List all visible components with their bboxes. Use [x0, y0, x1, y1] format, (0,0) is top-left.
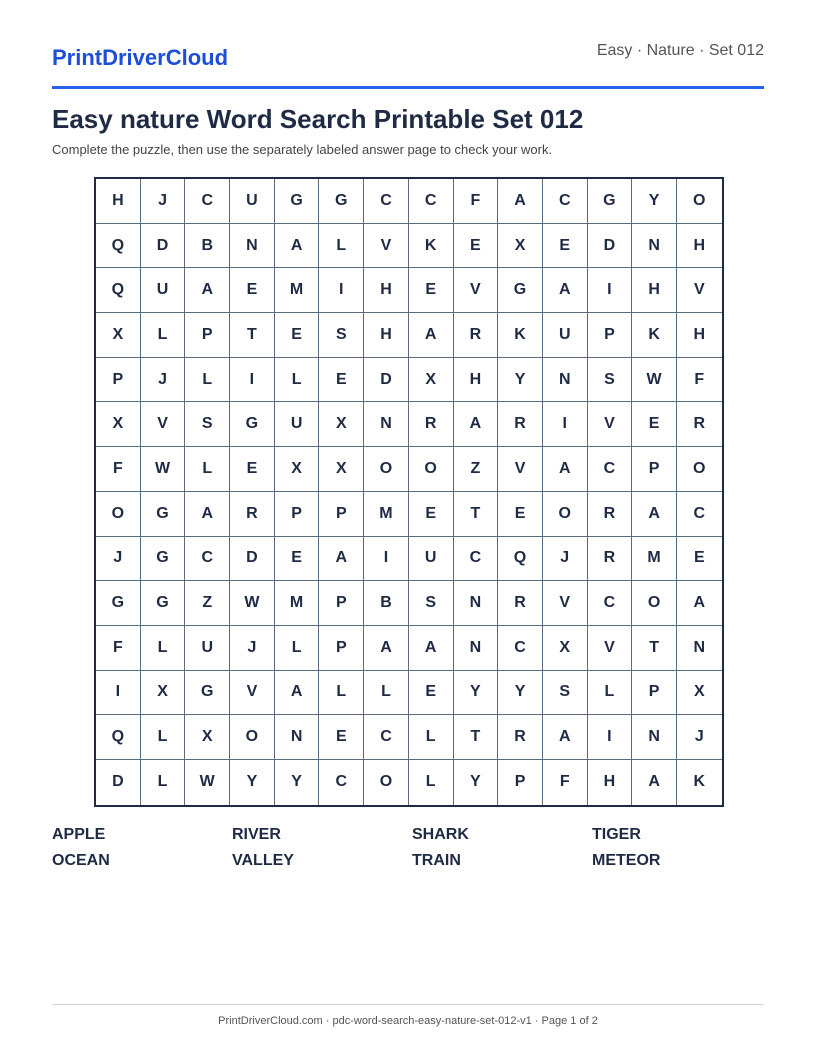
grid-cell: L: [275, 358, 320, 403]
grid-cell: A: [632, 760, 677, 805]
grid-cell: W: [185, 760, 230, 805]
grid-cell: U: [409, 537, 454, 582]
grid-cell: W: [230, 581, 275, 626]
grid-cell: N: [543, 358, 588, 403]
grid-cell: I: [96, 671, 141, 716]
grid-cell: G: [141, 537, 186, 582]
grid-cell: E: [319, 358, 364, 403]
grid-cell: X: [96, 313, 141, 358]
grid-cell: F: [96, 626, 141, 671]
grid-cell: D: [364, 358, 409, 403]
grid-cell: F: [96, 447, 141, 492]
grid-cell: A: [543, 447, 588, 492]
page-subtitle: Complete the puzzle, then use the separately labeled answer page to check your work.: [52, 142, 553, 157]
grid-cell: A: [185, 268, 230, 313]
grid-cell: V: [543, 581, 588, 626]
grid-cell: U: [543, 313, 588, 358]
grid-cell: S: [409, 581, 454, 626]
grid-cell: R: [498, 581, 543, 626]
grid-cell: R: [230, 492, 275, 537]
grid-cell: R: [498, 715, 543, 760]
grid-cell: Y: [632, 179, 677, 224]
grid-cell: N: [632, 224, 677, 269]
grid-cell: E: [677, 537, 722, 582]
grid-cell: M: [275, 268, 320, 313]
grid-cell: H: [96, 179, 141, 224]
grid-cell: L: [141, 760, 186, 805]
grid-cell: T: [454, 715, 499, 760]
grid-cell: H: [364, 268, 409, 313]
grid-cell: X: [319, 447, 364, 492]
grid-cell: F: [454, 179, 499, 224]
grid-cell: G: [275, 179, 320, 224]
page-footer: PrintDriverCloud.com · pdc-word-search-easy-nature-set-012-v1 · Page 1 of 2: [218, 1015, 598, 1027]
grid-cell: H: [454, 358, 499, 403]
grid-cell: K: [409, 224, 454, 269]
grid-cell: H: [364, 313, 409, 358]
word-list-item: VALLEY: [232, 852, 294, 869]
grid-cell: X: [141, 671, 186, 716]
grid-cell: X: [677, 671, 722, 716]
grid-cell: D: [588, 224, 633, 269]
grid-cell: A: [543, 715, 588, 760]
grid-cell: E: [409, 492, 454, 537]
grid-cell: E: [409, 268, 454, 313]
grid-cell: G: [141, 492, 186, 537]
grid-cell: P: [498, 760, 543, 805]
grid-cell: Y: [230, 760, 275, 805]
grid-cell: Q: [96, 715, 141, 760]
grid-cell: R: [409, 402, 454, 447]
grid-cell: X: [185, 715, 230, 760]
grid-cell: P: [319, 581, 364, 626]
grid-cell: K: [632, 313, 677, 358]
grid-cell: X: [498, 224, 543, 269]
grid-cell: V: [454, 268, 499, 313]
grid-cell: G: [141, 581, 186, 626]
grid-cell: N: [364, 402, 409, 447]
grid-cell: R: [454, 313, 499, 358]
grid-cell: O: [230, 715, 275, 760]
grid-cell: W: [632, 358, 677, 403]
grid-cell: J: [141, 179, 186, 224]
grid-cell: E: [454, 224, 499, 269]
grid-cell: H: [632, 268, 677, 313]
grid-cell: S: [588, 358, 633, 403]
grid-cell: J: [230, 626, 275, 671]
grid-cell: O: [364, 760, 409, 805]
word-list-item: OCEAN: [52, 852, 110, 869]
grid-cell: P: [319, 492, 364, 537]
grid-cell: C: [543, 179, 588, 224]
grid-cell: L: [319, 224, 364, 269]
grid-cell: B: [185, 224, 230, 269]
grid-cell: S: [543, 671, 588, 716]
word-list-item: METEOR: [592, 852, 661, 869]
grid-cell: A: [275, 224, 320, 269]
grid-cell: E: [632, 402, 677, 447]
grid-cell: C: [498, 626, 543, 671]
grid-cell: M: [275, 581, 320, 626]
grid-cell: V: [141, 402, 186, 447]
grid-cell: C: [185, 179, 230, 224]
grid-cell: I: [364, 537, 409, 582]
grid-cell: E: [275, 537, 320, 582]
grid-cell: R: [677, 402, 722, 447]
grid-cell: L: [364, 671, 409, 716]
grid-cell: P: [632, 671, 677, 716]
grid-cell: C: [319, 760, 364, 805]
grid-cell: X: [275, 447, 320, 492]
grid-cell: D: [141, 224, 186, 269]
grid-cell: C: [185, 537, 230, 582]
grid-cell: A: [677, 581, 722, 626]
grid-cell: G: [319, 179, 364, 224]
grid-cell: K: [498, 313, 543, 358]
grid-cell: G: [96, 581, 141, 626]
grid-cell: L: [409, 715, 454, 760]
word-list-item: RIVER: [232, 826, 281, 843]
grid-cell: Q: [96, 268, 141, 313]
grid-cell: L: [409, 760, 454, 805]
grid-cell: G: [230, 402, 275, 447]
grid-cell: C: [409, 179, 454, 224]
grid-cell: N: [275, 715, 320, 760]
grid-cell: V: [588, 402, 633, 447]
grid-cell: D: [96, 760, 141, 805]
grid-cell: O: [632, 581, 677, 626]
grid-cell: C: [588, 581, 633, 626]
grid-cell: G: [185, 671, 230, 716]
grid-cell: N: [454, 581, 499, 626]
grid-cell: C: [677, 492, 722, 537]
grid-cell: O: [677, 447, 722, 492]
grid-cell: O: [364, 447, 409, 492]
grid-cell: P: [275, 492, 320, 537]
grid-cell: A: [632, 492, 677, 537]
grid-cell: L: [319, 671, 364, 716]
grid-cell: V: [677, 268, 722, 313]
grid-cell: U: [185, 626, 230, 671]
grid-cell: Y: [498, 358, 543, 403]
grid-cell: U: [275, 402, 320, 447]
word-search-grid: [94, 177, 724, 807]
grid-cell: J: [543, 537, 588, 582]
grid-cell: X: [409, 358, 454, 403]
grid-cell: S: [319, 313, 364, 358]
puzzle-meta: Easy · Nature · Set 012: [596, 42, 764, 59]
grid-cell: E: [409, 671, 454, 716]
grid-cell: H: [677, 313, 722, 358]
grid-cell: Y: [454, 671, 499, 716]
grid-cell: T: [454, 492, 499, 537]
grid-cell: R: [588, 537, 633, 582]
grid-cell: Y: [454, 760, 499, 805]
grid-cell: E: [230, 268, 275, 313]
grid-cell: R: [588, 492, 633, 537]
footer-divider: [52, 1004, 764, 1005]
word-list-item: TIGER: [592, 826, 641, 843]
word-list-item: APPLE: [52, 826, 106, 843]
grid-cell: M: [364, 492, 409, 537]
grid-cell: A: [409, 313, 454, 358]
grid-cell: A: [409, 626, 454, 671]
grid-cell: O: [409, 447, 454, 492]
grid-cell: N: [230, 224, 275, 269]
brand-logo-text[interactable]: PrintDriverCloud: [52, 45, 229, 70]
grid-cell: U: [141, 268, 186, 313]
grid-cell: L: [141, 715, 186, 760]
grid-cell: O: [96, 492, 141, 537]
grid-cell: L: [185, 358, 230, 403]
grid-cell: L: [588, 671, 633, 716]
page-header: [52, 38, 764, 89]
grid-cell: W: [141, 447, 186, 492]
grid-cell: A: [364, 626, 409, 671]
grid-cell: P: [588, 313, 633, 358]
grid-cell: U: [230, 179, 275, 224]
grid-cell: B: [364, 581, 409, 626]
grid-cell: P: [319, 626, 364, 671]
grid-cell: V: [230, 671, 275, 716]
grid-cell: P: [632, 447, 677, 492]
grid-cell: N: [454, 626, 499, 671]
grid-cell: N: [632, 715, 677, 760]
grid-cell: C: [454, 537, 499, 582]
grid-cell: Z: [185, 581, 230, 626]
grid-cell: M: [632, 537, 677, 582]
page-title: Easy nature Word Search Printable Set 012: [52, 104, 584, 134]
grid-cell: L: [275, 626, 320, 671]
grid-cell: R: [498, 402, 543, 447]
grid-cell: O: [543, 492, 588, 537]
grid-cell: I: [543, 402, 588, 447]
word-list-item: TRAIN: [412, 852, 461, 869]
grid-cell: D: [230, 537, 275, 582]
word-list: [52, 826, 772, 870]
grid-cell: E: [543, 224, 588, 269]
grid-cell: Q: [498, 537, 543, 582]
grid-cell: H: [677, 224, 722, 269]
grid-cell: Q: [96, 224, 141, 269]
grid-cell: S: [185, 402, 230, 447]
grid-cell: I: [319, 268, 364, 313]
grid-cell: I: [230, 358, 275, 403]
grid-cell: T: [632, 626, 677, 671]
grid-cell: L: [141, 626, 186, 671]
grid-cell: Y: [498, 671, 543, 716]
grid-cell: I: [588, 715, 633, 760]
grid-cell: F: [677, 358, 722, 403]
grid-cell: P: [96, 358, 141, 403]
grid-cell: Z: [454, 447, 499, 492]
grid-cell: C: [364, 179, 409, 224]
grid-cell: L: [185, 447, 230, 492]
grid-cell: A: [319, 537, 364, 582]
grid-cell: E: [230, 447, 275, 492]
grid-cell: E: [319, 715, 364, 760]
grid-cell: Y: [275, 760, 320, 805]
grid-cell: X: [543, 626, 588, 671]
grid-cell: A: [185, 492, 230, 537]
grid-cell: N: [677, 626, 722, 671]
grid-cell: J: [96, 537, 141, 582]
grid-cell: A: [454, 402, 499, 447]
grid-cell: C: [588, 447, 633, 492]
grid-cell: X: [96, 402, 141, 447]
grid-cell: K: [693, 773, 706, 791]
grid-cell: I: [588, 268, 633, 313]
grid-cell: E: [275, 313, 320, 358]
grid-cell: V: [588, 626, 633, 671]
grid-cell: A: [498, 179, 543, 224]
grid-cell: G: [498, 268, 543, 313]
grid-cell: J: [677, 715, 722, 760]
grid-cell: F: [543, 760, 588, 805]
grid-cell: V: [364, 224, 409, 269]
grid-cell: E: [498, 492, 543, 537]
grid-cell: L: [141, 313, 186, 358]
grid-cell: P: [185, 313, 230, 358]
grid-cell: H: [588, 760, 633, 805]
grid-cell: A: [275, 671, 320, 716]
grid-cell: C: [364, 715, 409, 760]
word-list-item: SHARK: [412, 826, 469, 843]
grid-cell: O: [677, 179, 722, 224]
grid-cell: V: [498, 447, 543, 492]
grid-cell: T: [230, 313, 275, 358]
grid-cell: X: [319, 402, 364, 447]
grid-cell: G: [588, 179, 633, 224]
grid-cell: A: [543, 268, 588, 313]
grid-cell: J: [141, 358, 186, 403]
